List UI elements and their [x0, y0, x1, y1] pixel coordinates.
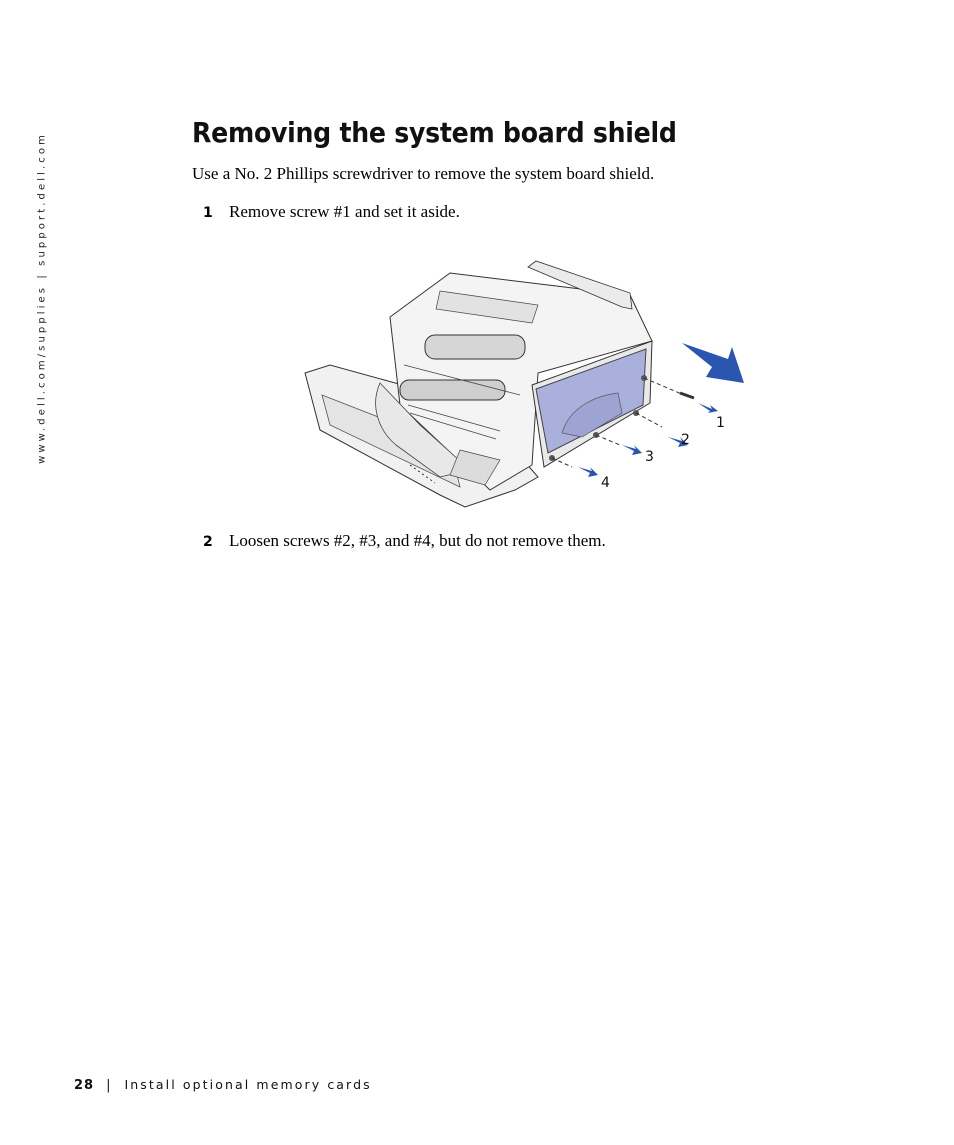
callout-4: 4	[601, 475, 610, 491]
footer-separator: |	[106, 1078, 111, 1093]
callout-1: 1	[716, 415, 725, 431]
callout-2: 2	[681, 432, 690, 448]
step-2-number: 2	[203, 534, 213, 550]
step-2-text: Loosen screws #2, #3, and #4, but do not remove them.	[229, 531, 606, 550]
sidebar-url-text: www.dell.com/supplies | support.dell.com	[36, 132, 48, 464]
step-2	[203, 531, 606, 551]
step-1-number: 1	[203, 205, 213, 221]
page-footer	[74, 1077, 372, 1093]
footer-section-title: Install optional memory cards	[124, 1077, 372, 1092]
page-title: Removing the system board shield	[192, 116, 677, 149]
printer-drawing	[300, 255, 760, 520]
intro-text: Use a No. 2 Phillips screwdriver to remove the system board shield.	[192, 164, 655, 183]
printer-illustration	[300, 255, 760, 520]
step-1-text: Remove screw #1 and set it aside.	[229, 202, 460, 221]
page-number: 28	[74, 1078, 95, 1093]
callout-3: 3	[645, 449, 654, 465]
step-1	[203, 202, 460, 222]
sidebar-url	[33, 128, 51, 468]
